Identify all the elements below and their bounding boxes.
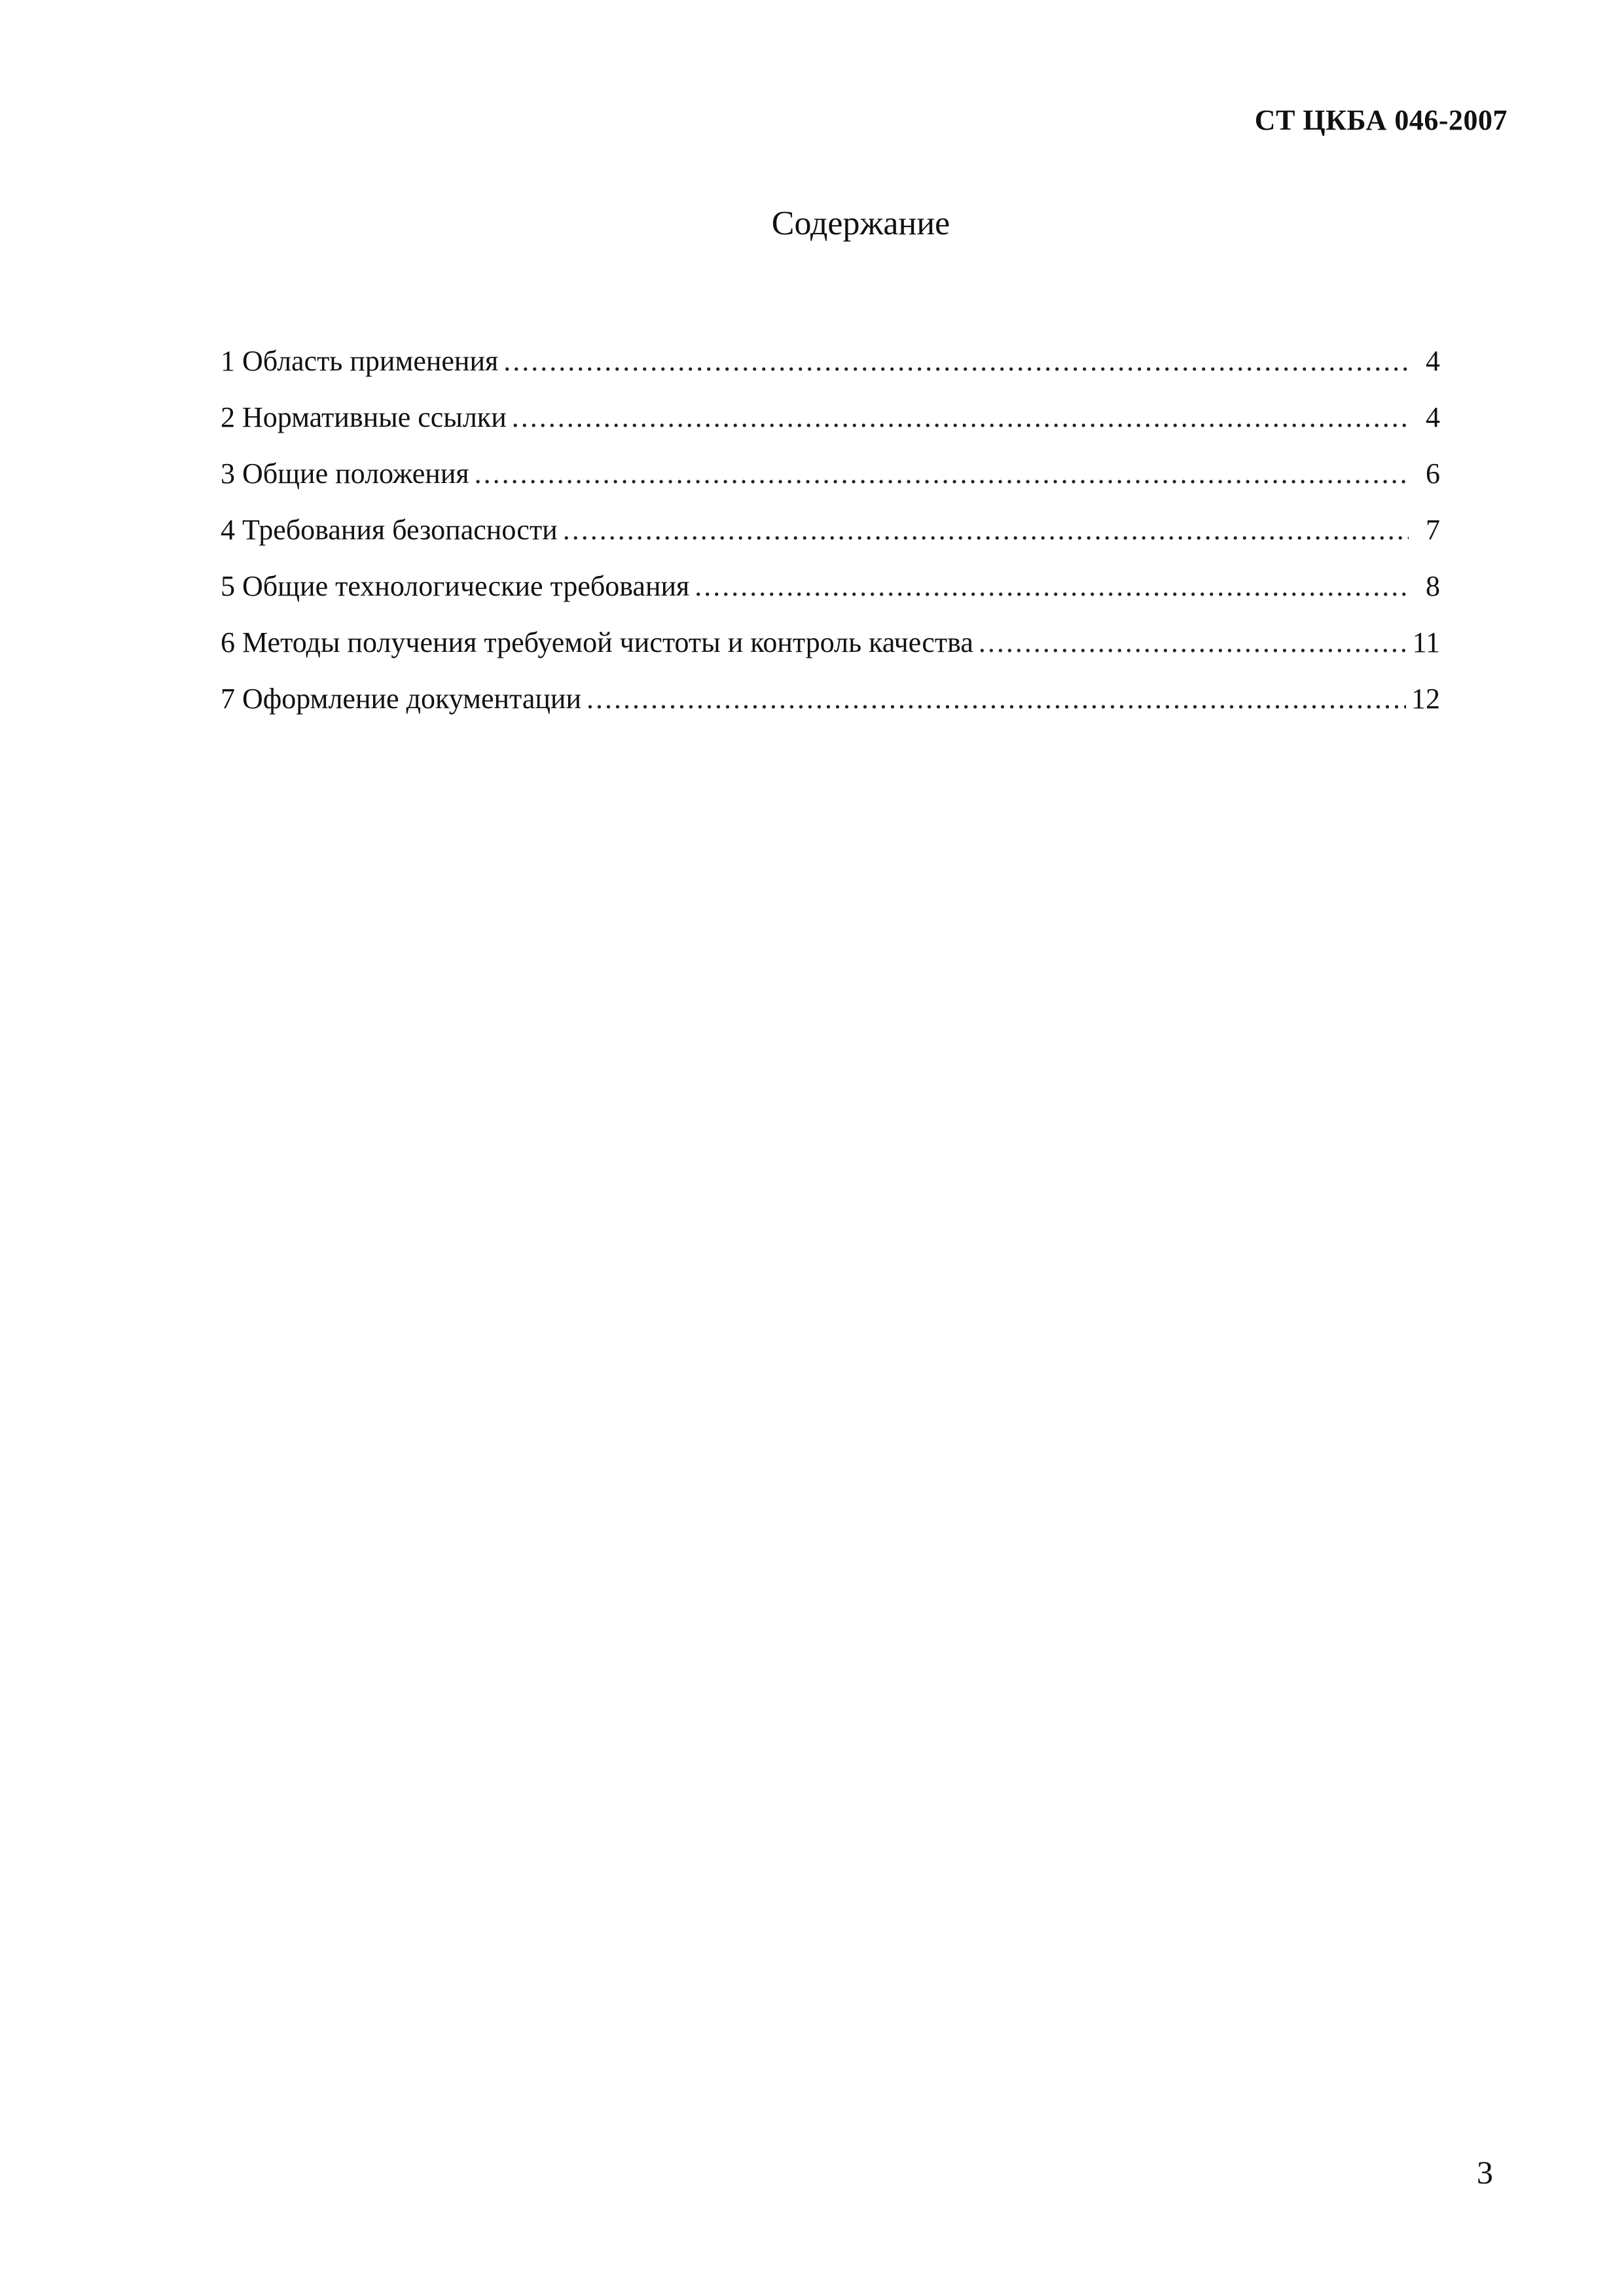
toc-entry-page: 4 bbox=[1426, 401, 1440, 433]
toc-leader-dots bbox=[979, 622, 1407, 664]
toc-leader-dots bbox=[475, 453, 1409, 495]
table-of-contents bbox=[221, 340, 1440, 734]
toc-entry-page: 4 bbox=[1426, 345, 1440, 377]
toc-entry[interactable] bbox=[221, 565, 1440, 622]
toc-entry-page: 8 bbox=[1426, 570, 1440, 602]
document-code: СТ ЦКБА 046-2007 bbox=[1254, 104, 1507, 136]
toc-entry-title: 7 Оформление документации bbox=[221, 683, 581, 715]
toc-entry-page: 12 bbox=[1411, 683, 1440, 715]
toc-entry-title: 4 Требования безопасности bbox=[221, 514, 558, 546]
toc-entry-title: 5 Общие технологические требования bbox=[221, 570, 690, 602]
toc-leader-dots bbox=[503, 340, 1409, 382]
toc-entry-title: 6 Методы получения требуемой чистоты и контроль качества bbox=[221, 626, 973, 658]
toc-entry-page: 11 bbox=[1412, 626, 1440, 658]
toc-leader-dots bbox=[512, 397, 1409, 439]
toc-leader-dots bbox=[586, 678, 1406, 720]
toc-entry-page: 6 bbox=[1426, 457, 1440, 490]
page-number: 3 bbox=[1477, 2154, 1493, 2191]
toc-entry-title: 1 Область применения bbox=[221, 345, 499, 377]
toc-entry[interactable] bbox=[221, 678, 1440, 734]
toc-entry[interactable] bbox=[221, 340, 1440, 397]
toc-entry[interactable] bbox=[221, 397, 1440, 453]
toc-entry-page: 7 bbox=[1426, 514, 1440, 546]
toc-entry[interactable] bbox=[221, 453, 1440, 509]
toc-leader-dots bbox=[695, 565, 1409, 607]
toc-entry[interactable] bbox=[221, 622, 1440, 678]
toc-entry-title: 2 Нормативные ссылки bbox=[221, 401, 507, 433]
toc-entry[interactable] bbox=[221, 509, 1440, 565]
toc-heading: Содержание bbox=[771, 205, 950, 242]
toc-leader-dots bbox=[563, 509, 1409, 551]
toc-entry-title: 3 Общие положения bbox=[221, 457, 469, 490]
